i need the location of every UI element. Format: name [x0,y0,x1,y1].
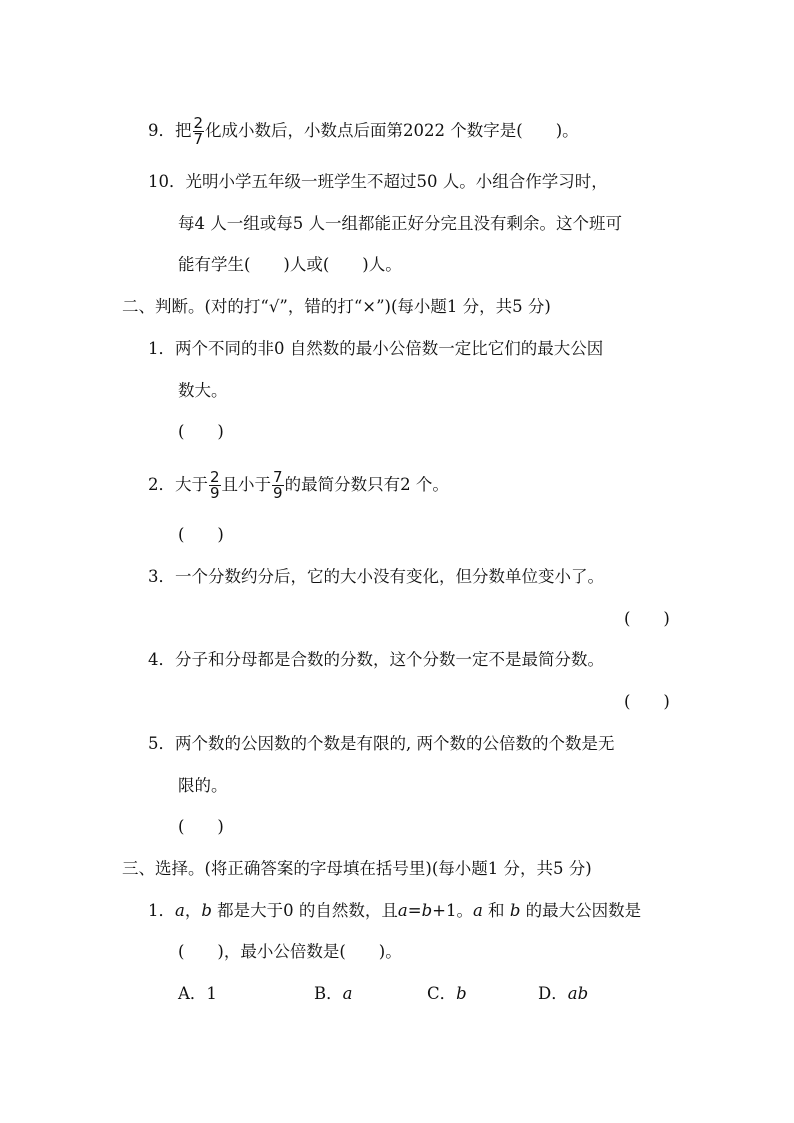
question-number: 9． [148,121,175,140]
var-a: a [472,901,483,920]
item-text: 两个不同的非0 自然数的最小公倍数一定比它们的最大公因 [175,339,604,358]
fraction-denominator: 7 [193,130,204,148]
answer-paren: ( ) [178,525,224,544]
item-number: 1． [148,901,175,920]
answer-paren: ( ) [624,692,670,711]
fraction-numerator: 2 [210,468,220,486]
judge-item-1 [148,338,603,360]
question-text: 化成小数后，小数点后面第2022 个数字是( )。 [205,121,579,140]
option-c [427,983,467,1005]
item-number: 3． [148,567,175,586]
judge-item-4 [148,649,604,671]
item-text: 一个分数约分后，它的大小没有变化，但分数单位变小了。 [175,567,604,586]
item-number: 1． [148,339,175,358]
item-text: 大于 [175,475,208,494]
question-number: 10． [148,172,186,191]
item-text: 都是大于0 的自然数，且 [211,901,398,920]
var-b: b [509,901,521,920]
item-text: 的最简分数只有2 个。 [284,475,449,494]
option-label: C． [427,984,457,1003]
judge-item-2 [148,470,449,501]
option-value: 1 [206,984,217,1003]
choice-question-1-line-2: ( )，最小公倍数是( )。 [178,942,402,961]
answer-paren: ( ) [178,817,224,836]
item-number: 5． [148,734,175,753]
item-text: +1。 [432,901,473,920]
section-3-heading: 三、选择。(将正确答案的字母填在括号里)(每小题1 分，共5 分) [122,859,592,878]
option-value: ab [567,984,589,1003]
fraction-numerator: 7 [273,468,283,486]
fraction-denominator: 9 [210,484,220,502]
question-10-line-2: 每4 人一组或每5 人一组都能正好分完且没有剩余。这个班可 [178,214,622,233]
option-a [178,983,217,1005]
item-text: ， [184,901,202,920]
fraction-2-9 [209,470,221,501]
judge-item-5 [148,733,615,755]
item-text: 分子和分母都是合数的分数，这个分数一定不是最简分数。 [175,650,604,669]
answer-paren: ( ) [178,422,224,441]
var-b: b [421,901,433,920]
option-d [538,983,588,1005]
option-b [314,983,352,1005]
option-value: b [456,984,467,1003]
item-number: 4． [148,650,175,669]
fraction-numerator: 2 [193,114,204,132]
choice-question-1 [148,900,641,922]
section-2-heading: 二、判断。(对的打“√”，错的打“×”)(每小题1 分，共5 分) [122,297,551,316]
var-a: a [397,901,408,920]
judge-item-1-line-2: 数大。 [178,381,228,400]
fraction-2-7 [193,116,205,147]
answer-paren: ( ) [624,609,670,628]
option-label: D． [538,984,568,1003]
item-text: 的最大公因数是 [520,901,642,920]
fraction-7-9 [272,470,284,501]
option-label: A． [178,984,207,1003]
judge-item-3 [148,566,604,588]
var-a: a [175,901,185,920]
question-text: 把 [175,121,192,140]
question-text: 光明小学五年级一班学生不超过50 人。小组合作学习时， [185,172,608,191]
question-10-line-3: 能有学生( )人或( )人。 [178,255,402,274]
option-label: B． [314,984,343,1003]
item-number: 2． [148,475,175,494]
item-text: 两个数的公因数的个数是有限的, 两个数的公倍数的个数是无 [175,734,615,753]
question-9 [148,116,579,147]
judge-item-5-line-2: 限的。 [178,776,228,795]
item-text: = [407,901,422,920]
option-value: a [342,984,353,1003]
var-b: b [201,901,212,920]
item-text: 和 [482,901,510,920]
fraction-denominator: 9 [273,484,283,502]
item-text: 且小于 [221,475,272,494]
question-10-line-1 [148,171,608,193]
